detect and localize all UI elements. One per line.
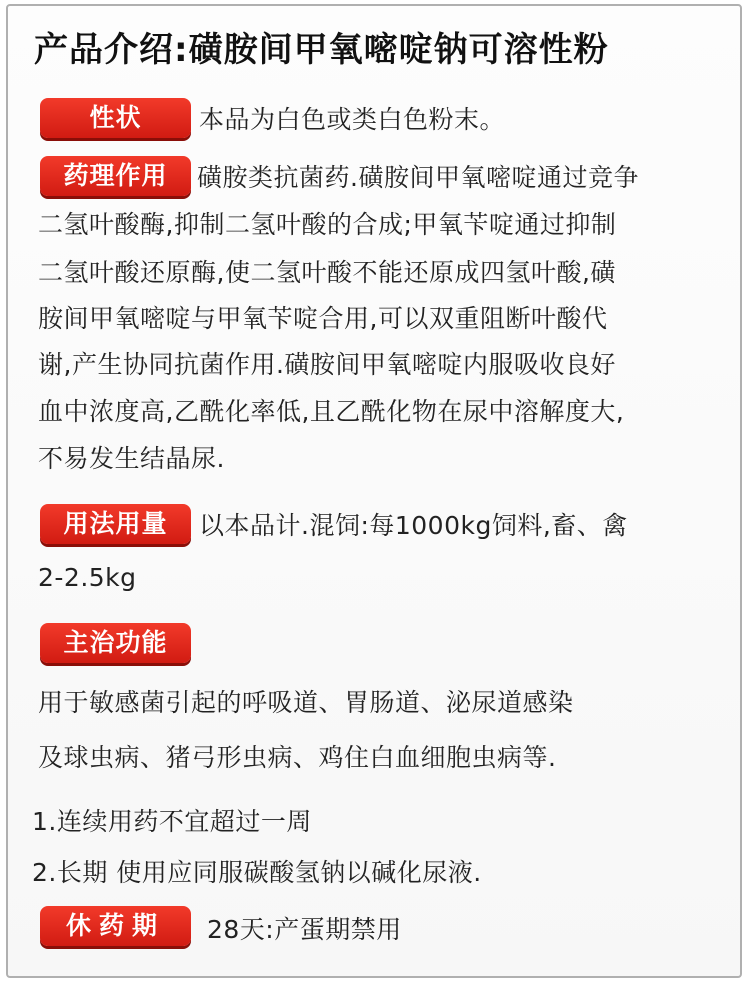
pharmacology-line-7: 不易发生结晶尿. — [38, 444, 225, 473]
properties-line-1: 本品为白色或类白色粉末。 — [199, 105, 506, 134]
pharmacology-line-3: 二氢叶酸还原酶,使二氢叶酸不能还原成四氢叶酸,磺 — [38, 258, 616, 287]
dosage-line-1: 以本品计.混饲:每1000kg饲料,畜、禽 — [199, 511, 628, 540]
pharmacology-line-4: 胺间甲氧嘧啶与甲氧苄啶合用,可以双重阻断叶酸代 — [38, 304, 608, 333]
indications-line-2: 及球虫病、猪弓形虫病、鸡住白血细胞虫病等. — [38, 743, 557, 772]
withdrawal-line-1: 28天:产蛋期禁用 — [207, 915, 402, 944]
dosage-line-2: 2-2.5kg — [38, 563, 137, 592]
indications-line-1: 用于敏感菌引起的呼吸道、胃肠道、泌尿道感染 — [38, 688, 574, 717]
page-title: 产品介绍:磺胺间甲氧嘧啶钠可溶性粉 — [34, 30, 609, 70]
pharmacology-line-1: 磺胺类抗菌药.磺胺间甲氧嘧啶通过竞争 — [197, 163, 639, 192]
tag-dosage: 用法用量 — [40, 504, 191, 544]
tag-withdrawal: 休药期 — [40, 906, 191, 946]
pharmacology-line-6: 血中浓度高,乙酰化率低,且乙酰化物在尿中溶解度大, — [38, 397, 625, 426]
pharmacology-line-5: 谢,产生协同抗菌作用.磺胺间甲氧嘧啶内服吸收良好 — [38, 350, 616, 379]
tag-indications: 主治功能 — [40, 623, 191, 663]
note-1: 1.连续用药不宜超过一周 — [32, 807, 312, 836]
tag-properties: 性状 — [40, 98, 191, 138]
tag-pharmacology: 药理作用 — [40, 156, 191, 196]
pharmacology-line-2: 二氢叶酸酶,抑制二氢叶酸的合成;甲氧苄啶通过抑制 — [38, 210, 617, 239]
note-2: 2.长期 使用应同服碳酸氢钠以碱化尿液. — [32, 858, 482, 887]
